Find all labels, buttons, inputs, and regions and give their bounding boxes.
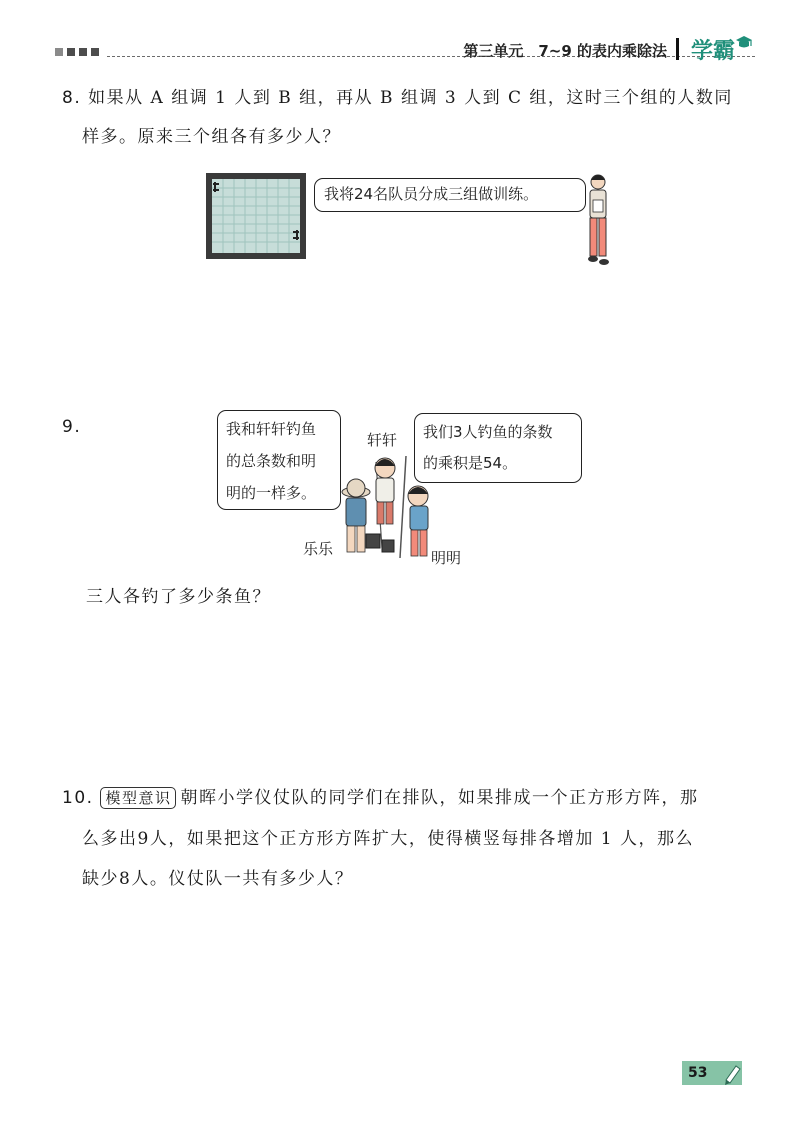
q8-number: 8. — [62, 88, 82, 108]
speech-line: 我和轩轩钓鱼 — [226, 420, 317, 438]
lele-speech-bubble — [217, 410, 341, 510]
q9-question: 三人各钓了多少条鱼？ — [86, 587, 271, 607]
name-mingming: 明明 — [431, 549, 462, 567]
speech-line: 我们3人钓鱼的条数 — [423, 423, 553, 441]
q9-number: 9. — [62, 417, 82, 437]
q8-text-line2: 样多。原来三个组各有多少人？ — [82, 127, 341, 147]
speech-line: 的乘积是54。 — [423, 454, 518, 472]
graduation-cap-icon — [735, 34, 753, 52]
speech-line: 的总条数和明 — [226, 452, 317, 470]
q10-text-line2: 么多出9人，如果把这个正方形方阵扩大，使得横竖每排各增加 1 人，那么 — [82, 829, 694, 849]
name-lele: 乐乐 — [303, 540, 334, 558]
header-separator — [676, 38, 679, 60]
page-header — [55, 30, 755, 70]
brand-logo: 学霸 — [690, 39, 735, 64]
name-xuanxuan: 轩轩 — [367, 431, 398, 449]
unit-title: 第三单元 7~9 的表内乘除法 — [463, 42, 667, 60]
q10-text-line3: 缺少8人。仪仗队一共有多少人？ — [82, 869, 354, 889]
q10-number: 10. — [62, 788, 94, 808]
speech-line: 明的一样多。 — [226, 484, 317, 502]
fishing-kids-illustration — [330, 448, 442, 566]
swimming-pool-illustration — [203, 170, 309, 262]
q8-text-line1: 8. 如果从 A 组调 1 人到 B 组，再从 B 组调 3 人到 C 组，这时三个组的人数同 — [62, 88, 733, 108]
q10-text-line1: 10. 模型意识 朝晖小学仪仗队的同学们在排队，如果排成一个正方形方阵，那 — [62, 788, 699, 808]
page-number: 53 — [688, 1065, 708, 1081]
coach-figure — [576, 170, 626, 270]
model-awareness-tag: 模型意识 — [100, 787, 176, 809]
coach-speech-bubble: 我将24名队员分成三组做训练。 — [314, 178, 586, 212]
header-squares — [55, 48, 99, 56]
